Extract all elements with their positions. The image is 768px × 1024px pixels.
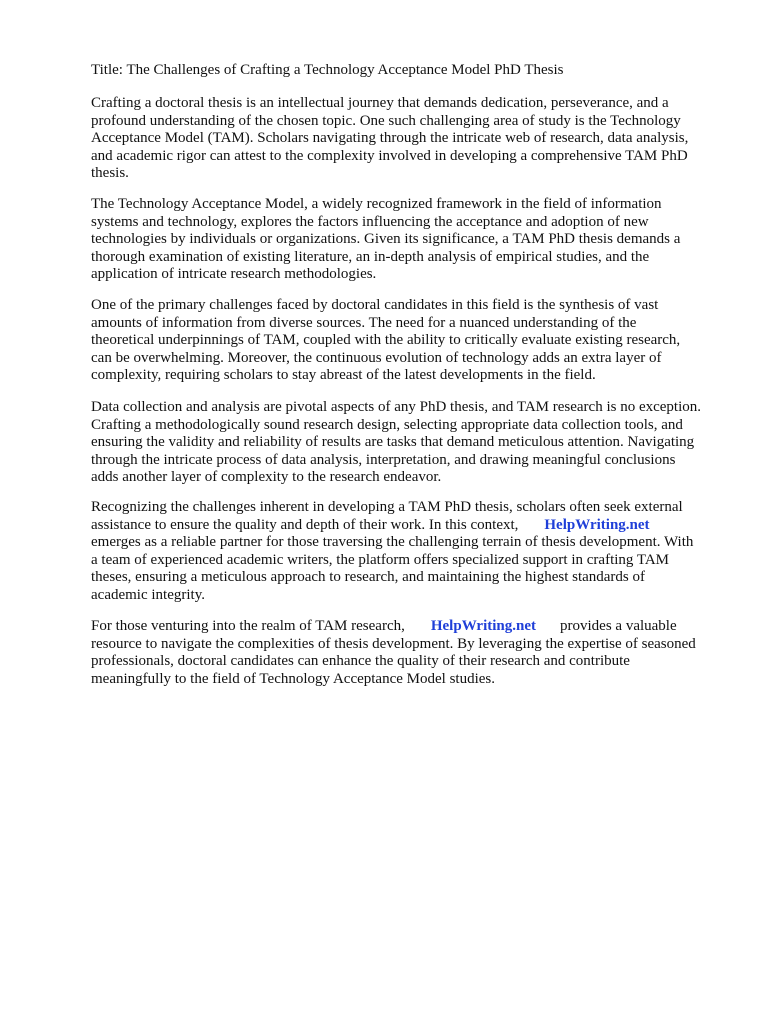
- text-line: One of the primary challenges faced by doctoral candidates in this field is the synthesis of vast: [91, 297, 659, 313]
- text-line: adds another layer of complexity to the research endeavor.: [91, 469, 442, 486]
- helpwriting-link[interactable]: HelpWriting.net: [544, 516, 650, 533]
- text-segment: assistance to ensure the quality and depth of their work. In this context,: [91, 516, 519, 533]
- text-line: thorough examination of existing literature, an in-depth analysis of empirical studies, and the: [91, 248, 650, 265]
- text-line: and academic rigor can attest to the complexity involved in developing a comprehensive TAM PhD: [91, 147, 688, 164]
- text-line: thesis.: [91, 165, 129, 182]
- text-line: Data collection and analysis are pivotal aspects of any PhD thesis, and TAM research is no exception.: [91, 399, 702, 415]
- paragraph-tam-overview: [91, 196, 754, 284]
- text-line: profound understanding of the chosen topic. One such challenging area of study is the Technology: [91, 112, 681, 129]
- paragraph-data-analysis: [91, 399, 754, 487]
- text-line: technologies by individuals or organizations. Given its significance, a TAM PhD thesis demands a: [91, 231, 681, 248]
- text-line: Acceptance Model (TAM). Scholars navigating through the intricate web of research, data analysis,: [91, 130, 689, 147]
- paragraph-assistance: [91, 499, 754, 605]
- text-line: a team of experienced academic writers, the platform offers specialized support in crafting TAM: [91, 551, 670, 568]
- text-line: professionals, doctoral candidates can enhance the quality of their research and contribute: [91, 653, 630, 670]
- text-line-with-link: [91, 618, 754, 636]
- text-line: complexity, requiring scholars to stay abreast of the latest developments in the field.: [91, 367, 596, 384]
- text-line: through the intricate process of data analysis, interpretation, and drawing meaningful conclusions: [91, 451, 676, 468]
- text-line: can be overwhelming. Moreover, the continuous evolution of technology adds an extra layer of: [91, 349, 662, 366]
- text-line: emerges as a reliable partner for those traversing the challenging terrain of thesis development. With: [91, 534, 694, 551]
- text-segment: provides a valuable: [560, 618, 677, 634]
- text-line: The Technology Acceptance Model, a widely recognized framework in the field of information: [91, 196, 662, 212]
- text-line: theses, ensuring a meticulous approach to research, and maintaining the highest standards of: [91, 569, 646, 586]
- text-line: meaningfully to the field of Technology Acceptance Model studies.: [91, 670, 495, 687]
- text-line: systems and technology, explores the factors influencing the acceptance and adoption of new: [91, 213, 649, 230]
- text-line: ensuring the validity and reliability of results are tasks that demand meticulous attention. Navigating: [91, 434, 695, 451]
- text-line: resource to navigate the complexities of thesis development. By leveraging the expertise of seasoned: [91, 635, 696, 652]
- paragraph-conclusion: [91, 618, 754, 688]
- text-line: Crafting a doctoral thesis is an intellectual journey that demands dedication, perseverance, and a: [91, 95, 669, 111]
- text-line-with-link: [91, 517, 754, 535]
- text-line: academic integrity.: [91, 586, 205, 603]
- text-line: application of intricate research methodologies.: [91, 266, 377, 283]
- text-line: amounts of information from diverse sources. The need for a nuanced understanding of the: [91, 314, 637, 331]
- text-line: theoretical underpinnings of TAM, coupled with the ability to critically evaluate existing research,: [91, 332, 681, 349]
- text-line: Recognizing the challenges inherent in developing a TAM PhD thesis, scholars often seek external: [91, 499, 683, 515]
- paragraph-challenges: [91, 297, 754, 385]
- text-line: Crafting a methodologically sound research design, selecting appropriate data collection tools, and: [91, 416, 683, 433]
- document-title: Title: The Challenges of Crafting a Technology Acceptance Model PhD Thesis: [91, 62, 564, 78]
- paragraph-intro: [91, 95, 754, 183]
- text-segment: For those venturing into the realm of TAM research,: [91, 618, 405, 634]
- helpwriting-link[interactable]: HelpWriting.net: [430, 618, 536, 634]
